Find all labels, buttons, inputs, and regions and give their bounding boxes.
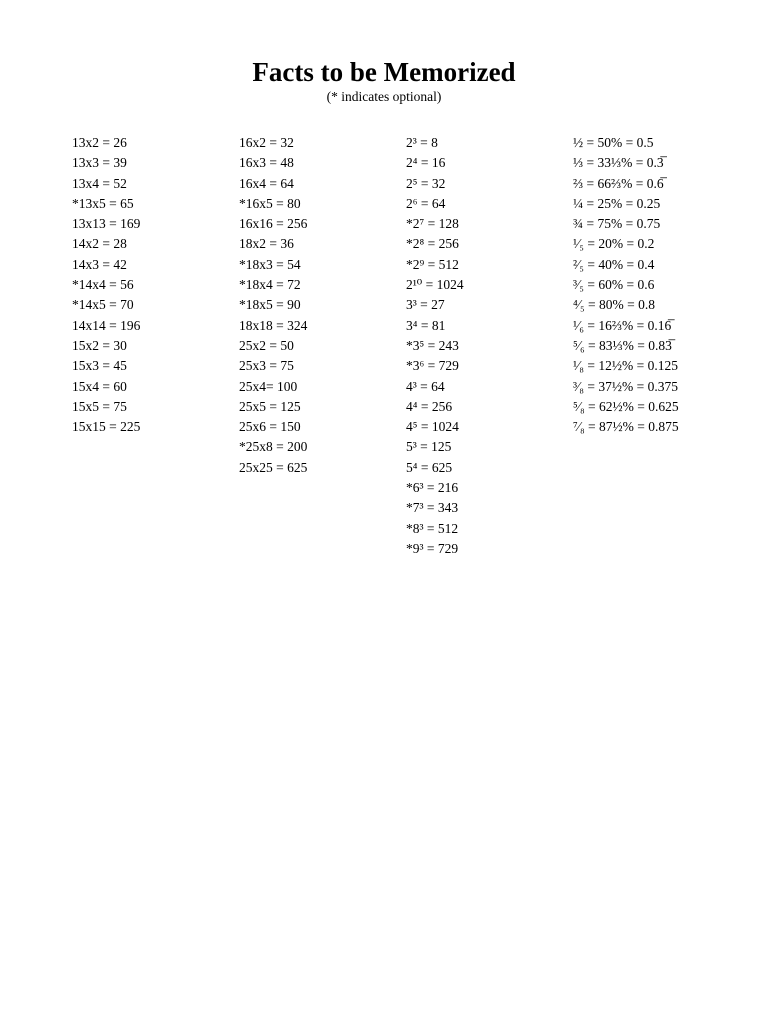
fact-item: 25x25 = 625 [239, 459, 308, 475]
fact-item: 16x3 = 48 [239, 155, 294, 171]
fact-item: ½ = 50% = 0.5 [573, 135, 654, 150]
fact-item: 13x4 = 52 [72, 175, 127, 191]
fact-item: ⁵⁄₆ = 83⅓% = 0.83̅ [573, 337, 672, 353]
fact-item: 15x15 = 225 [72, 419, 141, 435]
fact-item: 4⁵ = 1024 [406, 419, 459, 435]
fact-item: *2⁷ = 128 [406, 216, 459, 232]
fact-item: *2⁹ = 512 [406, 256, 459, 272]
fact-item: 15x4 = 60 [72, 378, 127, 394]
fact-item: *14x5 = 70 [72, 297, 134, 313]
fact-item: 4³ = 64 [406, 378, 445, 394]
page-subtitle: (* indicates optional) [326, 89, 442, 104]
fact-item: 13x13 = 169 [72, 216, 141, 232]
fact-item: ¾ = 75% = 0.75 [573, 216, 661, 232]
fact-item: 18x2 = 36 [239, 236, 294, 252]
facts-column-2 [239, 133, 307, 478]
fact-item: *9³ = 729 [406, 540, 459, 556]
fact-item: 25x5 = 125 [239, 398, 301, 414]
fact-item: *18x3 = 54 [239, 256, 301, 272]
fact-item: *16x5 = 80 [239, 195, 301, 211]
fact-item: 13x3 = 39 [72, 155, 127, 171]
fact-item: ⁷⁄₈ = 87½% = 0.875 [573, 419, 679, 435]
fact-item: 15x2 = 30 [72, 337, 127, 353]
fact-item: 14x2 = 28 [72, 236, 127, 252]
fact-item: 14x3 = 42 [72, 256, 127, 272]
fact-item: 25x2 = 50 [239, 337, 294, 353]
fact-item: 15x3 = 45 [72, 358, 127, 374]
fact-item: 25x6 = 150 [239, 419, 301, 435]
fact-item: 4⁴ = 256 [406, 398, 453, 414]
fact-item: 13x2 = 26 [72, 135, 127, 150]
fact-item: *13x5 = 65 [72, 195, 134, 211]
fact-item: 18x18 = 324 [239, 317, 308, 333]
fact-item: ³⁄₅ = 60% = 0.6 [573, 277, 655, 293]
fact-item: *2⁸ = 256 [406, 236, 459, 252]
fact-item: ⅔ = 66⅔% = 0.6̅ [573, 175, 664, 191]
page-title: Facts to be Memorized [252, 57, 516, 87]
fact-item: 2⁶ = 64 [406, 195, 446, 211]
fact-item: 16x2 = 32 [239, 135, 294, 150]
fact-item: *18x4 = 72 [239, 277, 301, 293]
fact-item: 3³ = 27 [406, 297, 445, 313]
fact-item: ³⁄₈ = 37½% = 0.375 [573, 378, 678, 394]
fact-item: *8³ = 512 [406, 520, 459, 536]
fact-item: *7³ = 343 [406, 500, 459, 516]
fact-item: 5³ = 125 [406, 439, 452, 455]
fact-item: 14x14 = 196 [72, 317, 141, 333]
fact-item: ¹⁄₈ = 12½% = 0.125 [573, 358, 678, 374]
facts-column-4 [573, 133, 679, 437]
fact-item: 2⁴ = 16 [406, 155, 446, 171]
fact-item: 16x4 = 64 [239, 175, 294, 191]
fact-item: 25x3 = 75 [239, 358, 294, 374]
fact-item: 15x5 = 75 [72, 398, 127, 414]
fact-item: ²⁄₅ = 40% = 0.4 [573, 256, 655, 272]
fact-item: ⁴⁄₅ = 80% = 0.8 [573, 297, 656, 313]
fact-item: ¼ = 25% = 0.25 [573, 195, 661, 211]
fact-item: *18x5 = 90 [239, 297, 301, 313]
fact-item: 2⁵ = 32 [406, 175, 446, 191]
fact-item: ¹⁄₆ = 16⅔% = 0.16̅ [573, 317, 672, 333]
fact-item: *14x4 = 56 [72, 277, 134, 293]
facts-column-1 [72, 133, 140, 437]
fact-item: *3⁶ = 729 [406, 358, 459, 374]
fact-item: ⁵⁄₈ = 62½% = 0.625 [573, 398, 679, 414]
fact-item: 16x16 = 256 [239, 216, 308, 232]
facts-column-3 [406, 133, 464, 559]
fact-item: ¹⁄₅ = 20% = 0.2 [573, 236, 655, 252]
fact-item: *6³ = 216 [406, 480, 459, 496]
fact-item: 25x4= 100 [239, 378, 298, 394]
fact-item: *3⁵ = 243 [406, 337, 459, 353]
fact-item: 2¹⁰ = 1024 [406, 277, 464, 293]
fact-item: 3⁴ = 81 [406, 317, 446, 333]
fact-item: 2³ = 8 [406, 135, 438, 150]
fact-item: 5⁴ = 625 [406, 459, 453, 475]
fact-item: ⅓ = 33⅓% = 0.3̅ [573, 155, 664, 171]
fact-item: *25x8 = 200 [239, 439, 308, 455]
